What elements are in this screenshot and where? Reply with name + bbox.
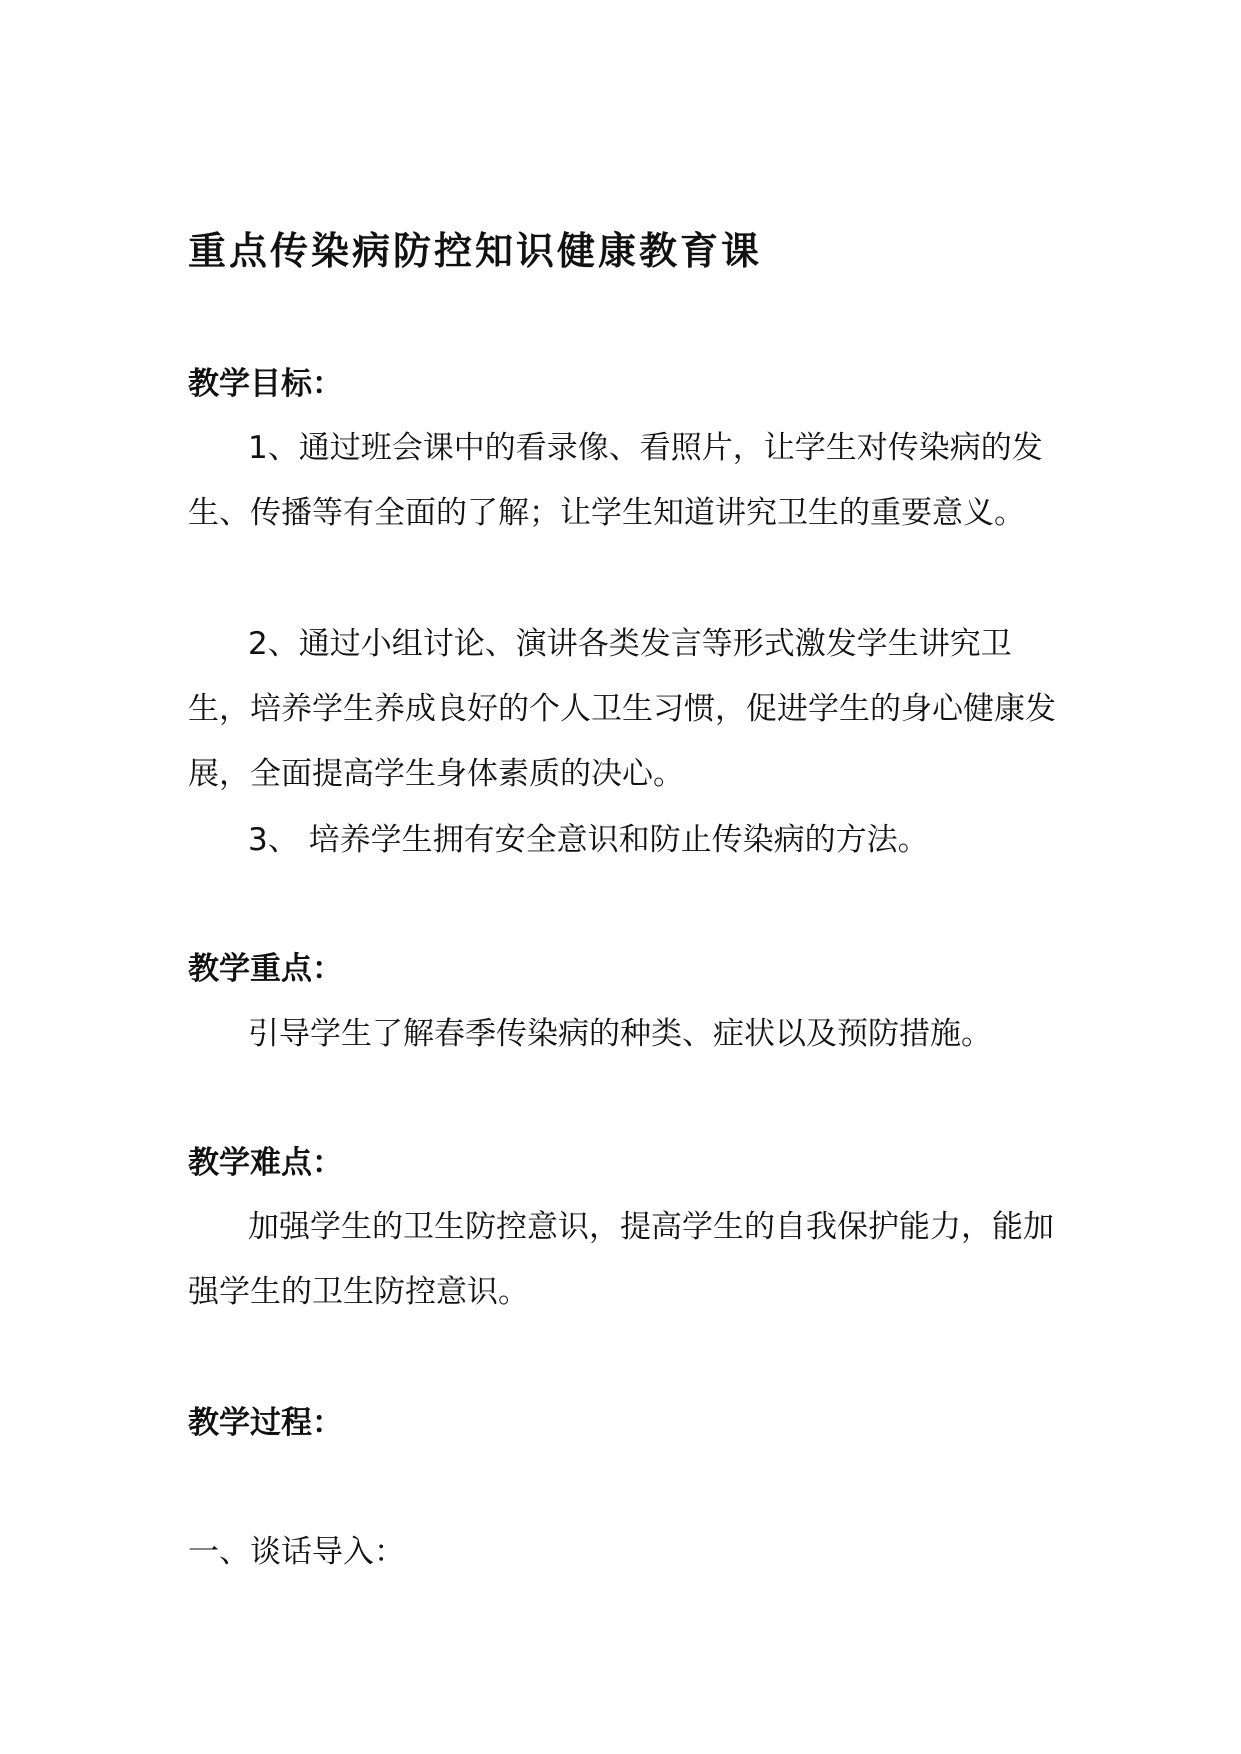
key-points-text: 引导学生了解春季传染病的种类、症状以及预防措施。 [248,1016,992,1052]
document-title: 重点传染病防控知识健康教育课 [188,228,763,273]
difficulties-text: 加强学生的卫生防控意识，提高学生的自我保护能力，能加强学生的卫生防控意识。 [188,1209,1054,1310]
objective-item-3: 3、 培养学生拥有安全意识和防止传染病的方法。 [248,822,929,858]
objective-item-2: 2、通过小组讨论、演讲各类发言等形式激发学生讲究卫生，培养学生养成良好的个人卫生习惯，促进学生的身心健康发展，全面提高学生身体素质的决心。 [188,626,1056,792]
key-points-heading: 教学重点： [188,951,343,987]
process-heading: 教学过程： [188,1405,343,1441]
difficulties-heading: 教学难点： [188,1145,343,1181]
objective-item-1: 1、通过班会课中的看录像、看照片，让学生对传染病的发生、传播等有全面的了解；让学生知道讲究卫生的重要意义。 [188,430,1043,531]
objectives-heading: 教学目标： [188,366,343,402]
process-step-1: 一、谈话导入： [188,1534,405,1570]
